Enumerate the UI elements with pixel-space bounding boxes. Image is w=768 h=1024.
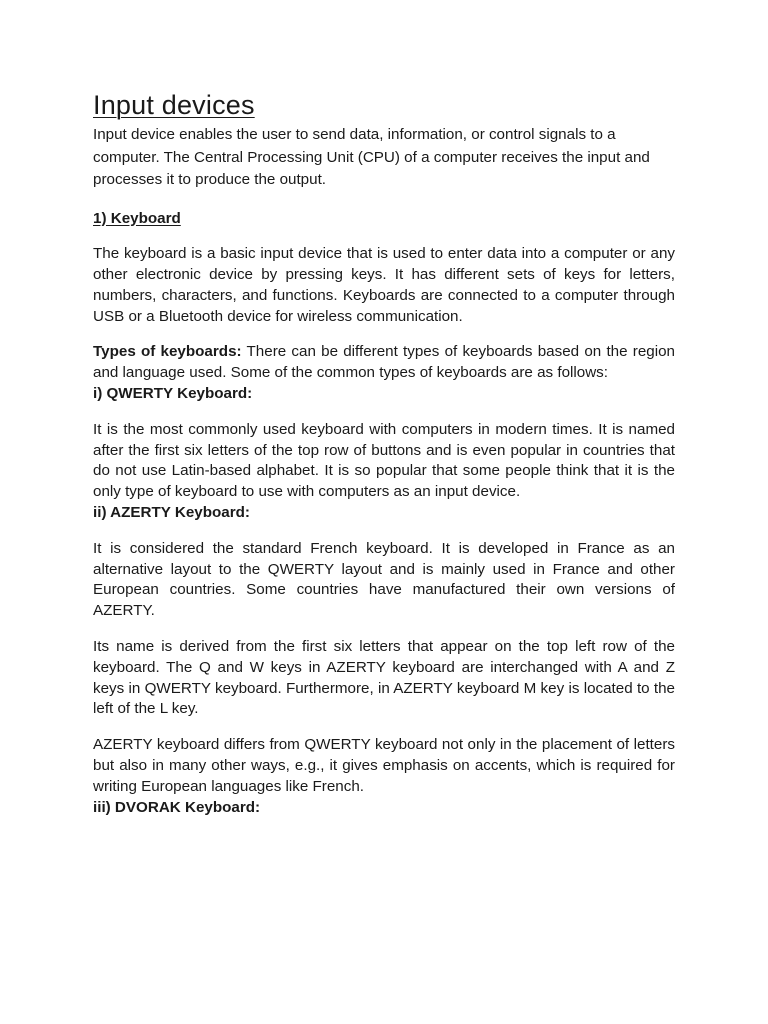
azerty-paragraph-3: AZERTY keyboard differs from QWERTY keyboard not only in the placement of letters but also in many other ways, e.g., it gives emphasis on accents, which is required for writing European languages like French. [93, 736, 675, 795]
dvorak-heading: iii) DVORAK Keyboard: [93, 798, 261, 816]
types-text: There can be different types of keyboards based on the region and language used. Some of the common types of keyboards are as follows: [93, 343, 675, 382]
qwerty-heading: i) QWERTY Keyboard: [93, 385, 253, 403]
document-page [93, 88, 675, 818]
qwerty-paragraph: It is the most commonly used keyboard with computers in modern times. It is named after the first six letters of the top row of buttons and is even popular in countries that do not use Latin-based alphabet. It is so popular that some people think that it is the only type of keyboard to use with computers as an input device. [93, 420, 675, 501]
keyboard-paragraph: The keyboard is a basic input device that is used to enter data into a computer or any other electronic device by pressing keys. It has different sets of keys for letters, numbers, characters, and functions. Keyboards are connected to a computer through USB or a Bluetooth device for wireless communication. [93, 245, 675, 325]
azerty-paragraph-1: It is considered the standard French keyboard. It is developed in France as an alternative layout to the QWERTY layout and is mainly used in France and other European countries. Some countries have manufactured their own versions of AZERTY. [93, 539, 675, 620]
intro-paragraph: Input device enables the user to send data, information, or control signals to a computer. The Central Processing Unit (CPU) of a computer receives the input and processes it to produce the output. [93, 126, 650, 188]
azerty-paragraph-2: Its name is derived from the first six letters that appear on the top left row of the keyboard. The Q and W keys in AZERTY keyboard are interchanged with A and Z keys in QWERTY keyboard. Furthermore, in AZERTY keyboard M key is located to the left of the L key. [93, 638, 675, 718]
section-heading-keyboard: 1) Keyboard [93, 209, 181, 227]
types-label: Types of keyboards: [93, 343, 242, 361]
types-paragraph [93, 342, 675, 384]
page-title: Input devices [93, 90, 255, 120]
azerty-heading: ii) AZERTY Keyboard: [93, 504, 250, 522]
